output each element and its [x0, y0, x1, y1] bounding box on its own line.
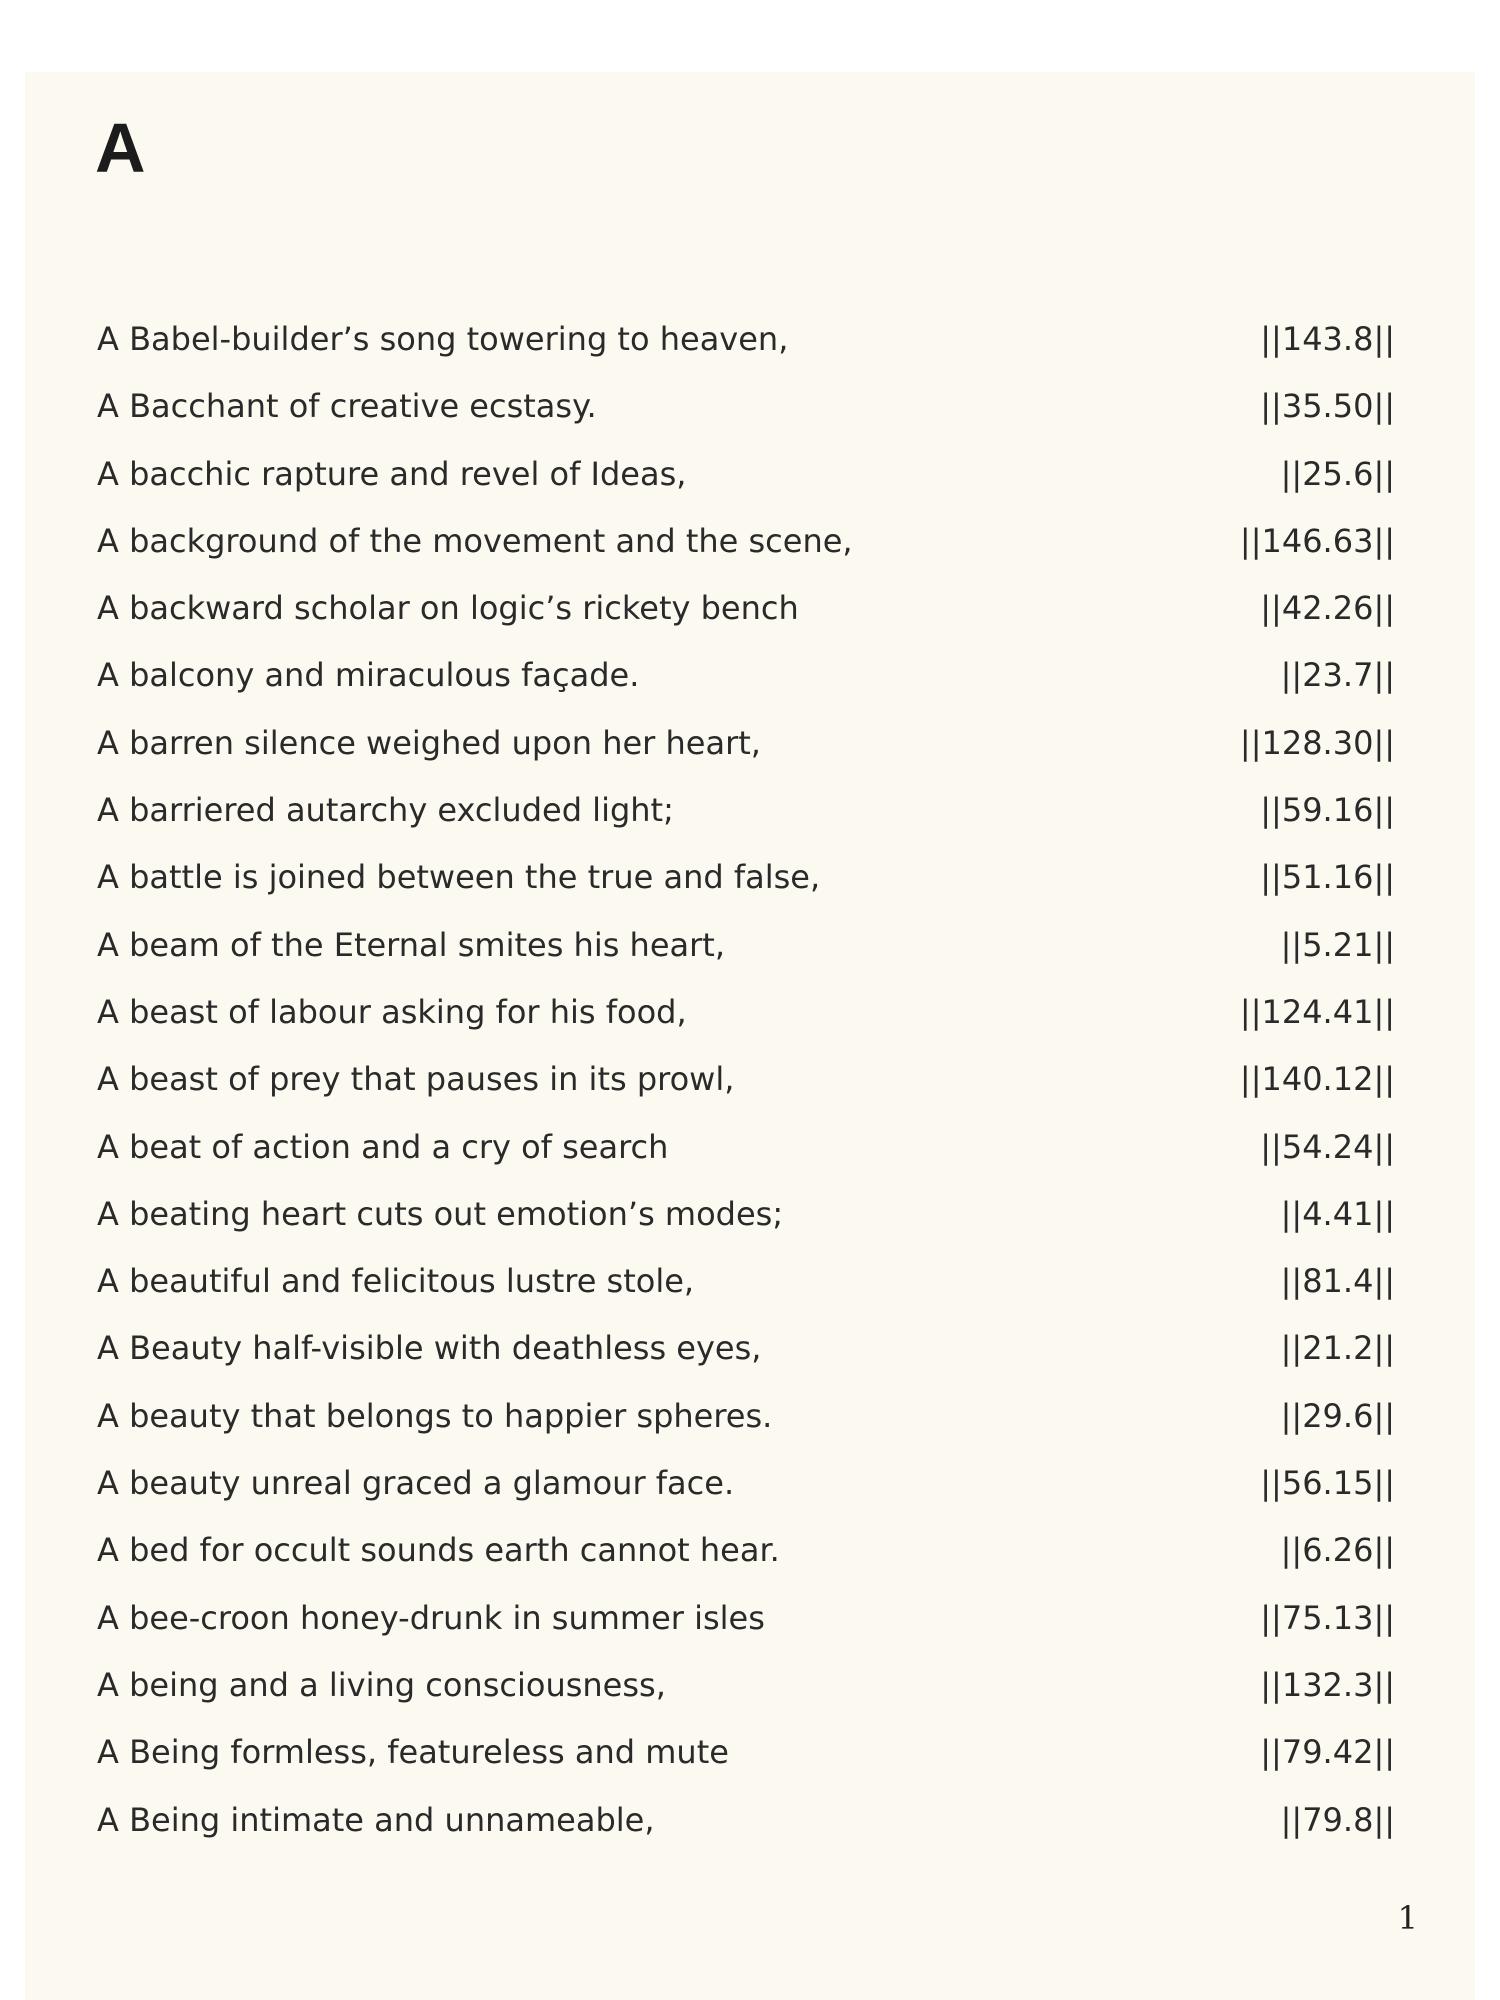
index-entry — [97, 1531, 1395, 1598]
verse-reference: ||146.63|| — [1239, 521, 1395, 560]
verse-line: A beautiful and felicitous lustre stole, — [97, 1262, 695, 1301]
verse-line: A beast of labour asking for his food, — [97, 992, 687, 1031]
verse-line: A being and a living consciousness, — [97, 1665, 666, 1704]
verse-line: A Bacchant of creative ecstasy. — [97, 387, 597, 426]
index-entry — [97, 387, 1395, 454]
index-entry — [97, 791, 1395, 858]
verse-reference: ||128.30|| — [1239, 723, 1395, 762]
verse-line: A battle is joined between the true and false, — [97, 858, 821, 897]
index-entry — [97, 656, 1395, 723]
verse-reference: ||25.6|| — [1280, 454, 1395, 493]
verse-reference: ||51.16|| — [1260, 858, 1395, 897]
verse-reference: ||56.15|| — [1260, 1464, 1395, 1503]
verse-line: A barren silence weighed upon her heart, — [97, 723, 761, 762]
verse-reference: ||35.50|| — [1260, 387, 1395, 426]
verse-line: A balcony and miraculous façade. — [97, 656, 640, 695]
verse-line: A beauty unreal graced a glamour face. — [97, 1464, 735, 1503]
verse-reference: ||54.24|| — [1260, 1127, 1395, 1166]
index-entry — [97, 1397, 1395, 1464]
verse-line: A bee-croon honey-drunk in summer isles — [97, 1598, 765, 1637]
verse-line: A beam of the Eternal smites his heart, — [97, 925, 725, 964]
verse-reference: ||4.41|| — [1280, 1194, 1395, 1233]
index-entry — [97, 858, 1395, 925]
index-entry — [97, 1599, 1395, 1666]
verse-reference: ||132.3|| — [1260, 1665, 1395, 1704]
index-entry — [97, 1464, 1395, 1531]
verse-reference: ||79.8|| — [1280, 1800, 1395, 1839]
verse-line: A backward scholar on logic’s rickety bench — [97, 589, 799, 628]
verse-reference: ||124.41|| — [1239, 992, 1395, 1031]
page-number: 1 — [1397, 1899, 1418, 1937]
verse-line: A beating heart cuts out emotion’s modes; — [97, 1194, 784, 1233]
verse-line: A beat of action and a cry of search — [97, 1127, 669, 1166]
index-entry — [97, 1329, 1395, 1396]
verse-reference: ||75.13|| — [1260, 1598, 1395, 1637]
index-list — [97, 320, 1395, 1868]
verse-reference: ||5.21|| — [1280, 925, 1395, 964]
verse-line: A Being formless, featureless and mute — [97, 1733, 729, 1772]
verse-line: A bacchic rapture and revel of Ideas, — [97, 454, 687, 493]
index-entry — [97, 1801, 1395, 1868]
index-entry — [97, 724, 1395, 791]
verse-reference: ||21.2|| — [1280, 1329, 1395, 1368]
verse-reference: ||79.42|| — [1260, 1733, 1395, 1772]
verse-line: A Babel-builder’s song towering to heaven, — [97, 320, 789, 358]
index-entry — [97, 320, 1395, 387]
verse-reference: ||143.8|| — [1260, 320, 1395, 358]
index-entry — [97, 589, 1395, 656]
index-entry — [97, 1128, 1395, 1195]
index-entry — [97, 926, 1395, 993]
verse-reference: ||140.12|| — [1239, 1060, 1395, 1099]
verse-line: A background of the movement and the scene, — [97, 521, 853, 560]
index-entry — [97, 1733, 1395, 1800]
verse-line: A Being intimate and unnameable, — [97, 1800, 655, 1839]
verse-line: A barriered autarchy excluded light; — [97, 791, 674, 830]
index-entry — [97, 1666, 1395, 1733]
index-entry — [97, 1195, 1395, 1262]
verse-line: A beauty that belongs to happier spheres. — [97, 1396, 773, 1435]
verse-line: A beast of prey that pauses in its prowl, — [97, 1060, 735, 1099]
verse-reference: ||23.7|| — [1280, 656, 1395, 695]
verse-reference: ||59.16|| — [1260, 791, 1395, 830]
verse-line: A Beauty half-visible with deathless eyes, — [97, 1329, 762, 1368]
index-entry — [97, 993, 1395, 1060]
verse-line: A bed for occult sounds earth cannot hear. — [97, 1531, 780, 1570]
index-entry — [97, 522, 1395, 589]
verse-reference: ||42.26|| — [1260, 589, 1395, 628]
verse-reference: ||29.6|| — [1280, 1396, 1395, 1435]
index-entry — [97, 1262, 1395, 1329]
section-letter-heading: A — [95, 109, 146, 187]
index-entry — [97, 455, 1395, 522]
index-entry — [97, 1060, 1395, 1127]
verse-reference: ||6.26|| — [1280, 1531, 1395, 1570]
verse-reference: ||81.4|| — [1280, 1262, 1395, 1301]
